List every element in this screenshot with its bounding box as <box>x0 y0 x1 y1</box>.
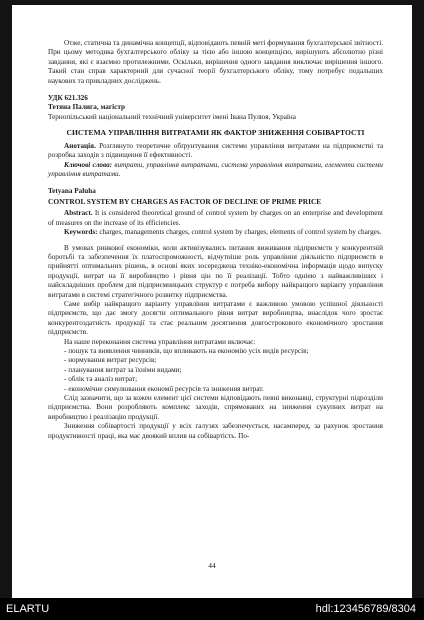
article-title-en: CONTROL SYSTEM BY CHARGES AS FACTOR OF DECLINE OF PRIME PRICE <box>48 196 322 206</box>
intro-paragraph: Отже, статична та динамічна концепції, відповідають певній меті формування бухгалтерської звітності. При цьому методика бухгалтерського обліку за тією або іншою концепцією, вирішують абсолютно різні завдання, які є взаємно протилежними. Оскільки, вирішення одного завдання виключає вирішення іншого. Такий стан справ характерний для сучасної теорії бухгалтерського обліку, тому потребує подальших наукових та прикладних досліджень. <box>48 39 383 85</box>
page-content <box>48 39 383 441</box>
udc-code: УДК 621.326 <box>48 94 88 103</box>
body-paragraph-3: Слід зазначити, що за кожен елемент цієї системи відповідають певні виконавці, структурні підрозділи підприємства. Вони розробляють комплекс заходів, спрямованих на зниження сукупних витрат на виробництво і реалізацію продукції. <box>48 394 383 421</box>
keywords-en-label: Keywords: <box>64 228 98 237</box>
keywords-ua-text: витрати, управління витратами, система управління витратами, елементи системи управління витратами. <box>48 160 383 179</box>
author-en: Tetyana Paluha <box>48 187 96 196</box>
body-paragraph-4: Зниження собівартості продукції у всіх галузях забезпечується, насамперед, за рахунок зростання продуктивності праці, яка має двоякий вплив на собівартість. По- <box>48 422 383 440</box>
list-item: - облік та аналіз витрат; <box>64 375 138 384</box>
annotation-label: Анотація. <box>64 141 96 150</box>
list-item: - планування витрат за їхніми видами; <box>64 365 182 374</box>
body-paragraph-2: Саме вибір найкращого варіанту управління витратами є важливою умовою успішної діяльності підприємств, що дає змогу досягти оптимального рівня витрат виробництва, внаслідок чого зростає конкурентоздатність продукції та стає реальним досягнення довгострокового економічного зростання підприємств. <box>48 299 383 337</box>
keywords-ua <box>48 161 383 180</box>
document-page <box>12 5 412 598</box>
annotation <box>48 142 383 161</box>
list-intro: На наше переконання система управління витратами включає: <box>64 337 256 346</box>
keywords-ua-label: Ключові слова: <box>64 160 113 169</box>
abstract-text: It is considered theoretical ground of control system by charges on an enterprise and development of measures on the increase of its efficiencies. <box>48 209 384 227</box>
annotation-text: Розглянуто теоретичне обґрунтування системи управління витратами на підприємстві та розробка заходів з підвищення її ефективності. <box>48 141 384 160</box>
body-paragraph-1: В умовах ринкової економіки, коли активізувались питання виживання підприємств у конкурентній боротьбі та забезпечення їх платоспроможності, відчутніше роль управління діяльністю підприємств в прийнятті оптимальних рішень, в основі яких зосереджена техніко-економічна інформація щодо випуску продукції, витрат на її виробництво і рівня цін по її реалізації. Тобто одніею з найважливіших і найскладніших проблем для підприємницьких структур є потреба вибору найкращого варіанту управління витратами в системі стратегічного розвитку підприємства. <box>48 243 383 299</box>
affiliation: Тернопільський національний технічний університет імені Івана Пулюя, Україна <box>48 112 296 121</box>
list-item: - економічне симулювання економії ресурсів та зниження витрат. <box>64 384 264 393</box>
article-title-ua: СИСТЕМА УПРАВЛІННЯ ВИТРАТАМИ ЯК ФАКТОР ЗНИЖЕННЯ СОБІВАРТОСТІ <box>66 128 365 138</box>
list-item: - пошук та виявлення чинників, що впливають на економію усіх видів ресурсів; <box>64 346 309 355</box>
footer-handle: hdl:123456789/8304 <box>315 603 416 615</box>
abstract-label: Abstract. <box>64 209 93 218</box>
keywords-en <box>48 228 383 237</box>
abstract <box>48 209 383 228</box>
footer-bar <box>0 598 424 620</box>
keywords-en-text: charges, managements charges, control system by charges, elements of control system by charges. <box>99 228 382 237</box>
page-number: 44 <box>208 561 216 570</box>
footer-repository-name: ELARTU <box>6 603 50 615</box>
list-item: - нормування витрат ресурсів; <box>64 356 157 365</box>
author-ua: Тетяна Палига, магістр <box>48 103 125 112</box>
